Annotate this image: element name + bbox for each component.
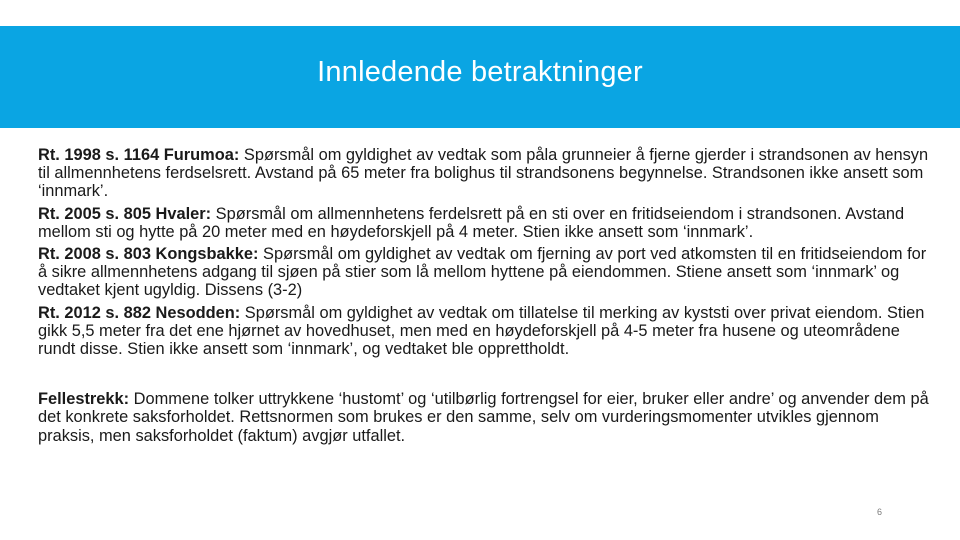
case-paragraph bbox=[38, 304, 938, 359]
case-reference: Rt. 1998 s. 1164 Furumoa: bbox=[38, 146, 240, 164]
page-number: 6 bbox=[877, 507, 883, 517]
case-description: Spørsmål om allmennhetens ferdelsrett på en sti over en fritidseiendom i strandsonen. Avstand mellom sti og hytte på 20 meter med en høydeforskjell på 4 meter. Stien ikke ansett som ‘innmark’. bbox=[38, 204, 905, 241]
case-paragraph bbox=[38, 146, 938, 201]
case-description: Spørsmål om gyldighet av vedtak som påla grunneier å fjerne gjerder i strandsonen av hensyn til allmennhetens ferdselsrett. Avstand på 65 meter fra bolighus til strandsonens begynnelse. Strandsonen ikke ansett som ‘innmark’. bbox=[38, 146, 929, 201]
slide-title: Innledende betraktninger bbox=[317, 56, 643, 88]
summary-paragraph bbox=[38, 390, 938, 445]
summary-label: Fellestrekk: bbox=[38, 390, 130, 409]
case-reference: Rt. 2008 s. 803 Kongsbakke: bbox=[38, 245, 259, 264]
case-reference: Rt. 2005 s. 805 Hvaler: bbox=[38, 204, 212, 223]
case-paragraph bbox=[38, 245, 938, 300]
summary-text: Dommene tolker uttrykkene ‘hustomt’ og ‘utilbørlig fortrengsel for eier, bruker eller andre’ og anvender dem på det konkrete saksforholdet. Rettsnormen som brukes er den samme, selv om vurderingsmomenter utvikles gjennom praksis, men saksforholdet (faktum) avgjør utfallet. bbox=[38, 390, 929, 445]
case-description: Spørsmål om gyldighet av vedtak om fjerning av port ved atkomsten til en fritidseiendom for å sikre allmennhetens adgang til sjøen på stier som lå mellom hyttene på eiendommen. Stiene ansett som ‘innmark’ og vedtaket kjent ugyldig. Dissens (3-2) bbox=[38, 245, 927, 300]
slide-content bbox=[38, 146, 938, 461]
case-description: Spørsmål om gyldighet av vedtak om tillatelse til merking av kyststi over privat eiendom. Stien gikk 5,5 meter fra det ene hjørnet av hovedhuset, men med en høydeforskjell på 4-5 meter fra husene og uteområdene rundt disse. Stien ikke ansett som ‘innmark’, og vedtaket ble opprettholdt. bbox=[38, 303, 925, 359]
case-paragraph bbox=[38, 205, 938, 241]
case-reference: Rt. 2012 s. 882 Nesodden: bbox=[38, 303, 241, 322]
